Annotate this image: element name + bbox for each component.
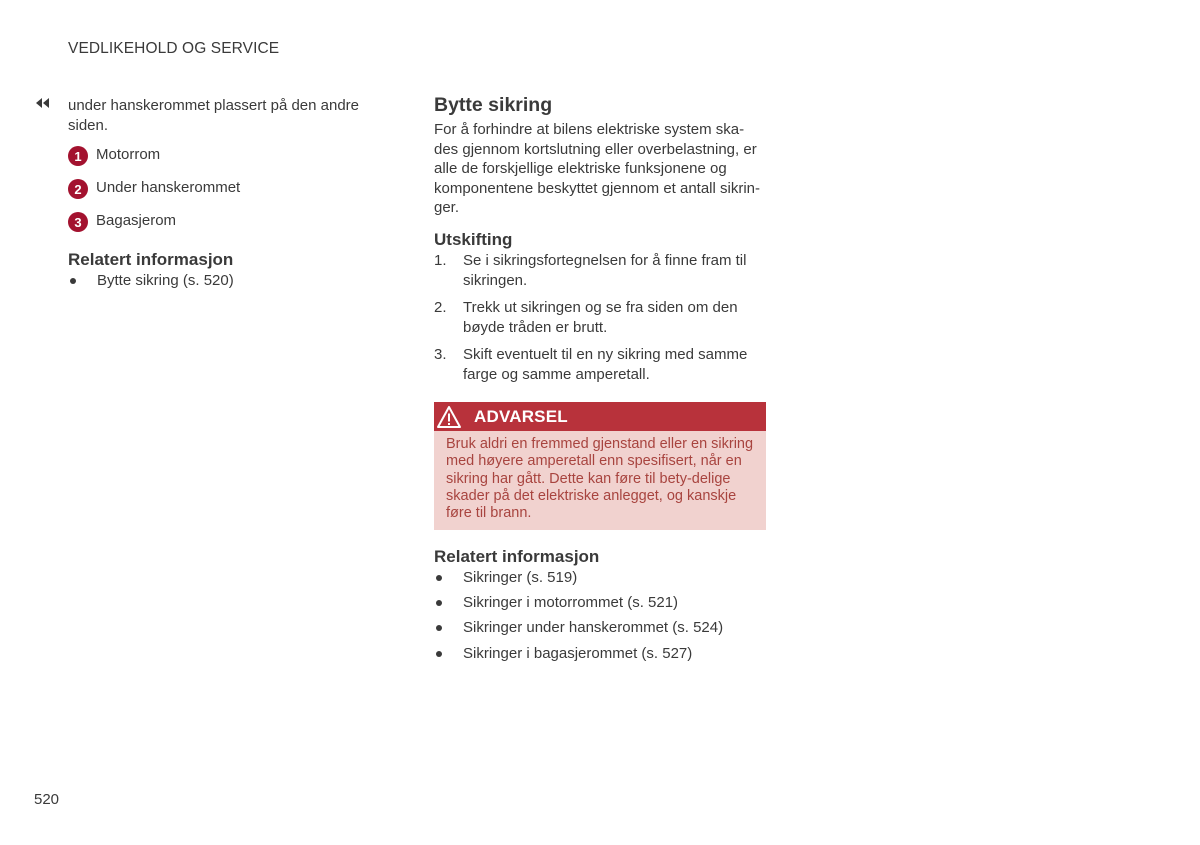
related-link[interactable] bbox=[434, 644, 692, 664]
bullet-icon bbox=[436, 600, 442, 606]
warning-text: Bruk aldri en fremmed gjenstand eller en sikring med høyere amperetall enn spesifisert, når en sikring har gått. Dette kan føre til bety-delige skader på det elektriske anlegget, og kanskje føre til brann. bbox=[446, 436, 754, 522]
bullet-icon bbox=[436, 625, 442, 631]
step-item bbox=[434, 345, 768, 384]
bullet-icon bbox=[436, 651, 442, 657]
step-text: Trekk ut sikringen og se fra siden om den bøyde tråden er brutt. bbox=[463, 299, 738, 336]
number-badge: 2 bbox=[68, 179, 88, 199]
step-number: 1. bbox=[434, 252, 447, 269]
bullet-icon bbox=[436, 575, 442, 581]
step-text: Se i sikringsfortegnelsen for å finne fram til sikringen. bbox=[463, 252, 747, 289]
bullet-icon bbox=[70, 278, 76, 284]
warning-box bbox=[434, 402, 766, 530]
step-item bbox=[434, 251, 768, 290]
number-badge: 3 bbox=[68, 212, 88, 232]
warning-header bbox=[434, 402, 766, 431]
step-text: Skift eventuelt til en ny sikring med samme farge og samme amperetall. bbox=[463, 346, 748, 383]
related-link-label[interactable]: Sikringer under hanskerommet (s. 524) bbox=[463, 619, 724, 636]
related-link[interactable] bbox=[68, 271, 234, 291]
numbered-item-label: Motorrom bbox=[96, 145, 161, 163]
related-link-label[interactable]: Sikringer (s. 519) bbox=[463, 569, 578, 586]
section-header: VEDLIKEHOLD OG SERVICE bbox=[68, 40, 280, 57]
related-link-label[interactable]: Sikringer i bagasjerommet (s. 527) bbox=[463, 645, 693, 662]
step-number: 2. bbox=[434, 299, 447, 316]
page-title: Bytte sikring bbox=[434, 94, 553, 116]
numbered-item-label: Under hanskerommet bbox=[96, 178, 241, 196]
related-link[interactable] bbox=[434, 568, 577, 588]
numbered-item-label: Bagasjerom bbox=[96, 211, 177, 229]
intro-paragraph: For å forhindre at bilens elektriske system ska-des gjennom kortslutning eller overbelastning, er alle de forskjellige elektriske funksjonene og komponentene beskyttet gjennom et antall sikrin-ger. bbox=[434, 121, 761, 216]
related-info-heading: Relatert informasjon bbox=[68, 250, 234, 269]
step-item bbox=[434, 298, 768, 337]
numbered-item bbox=[68, 143, 160, 165]
related-link-label[interactable]: Sikringer i motorrommet (s. 521) bbox=[463, 594, 679, 611]
warning-triangle-icon bbox=[436, 405, 462, 429]
warning-title: ADVARSEL bbox=[474, 406, 568, 426]
double-chevron-left-icon[interactable] bbox=[34, 97, 52, 109]
related-link-label[interactable]: Bytte sikring (s. 520) bbox=[97, 272, 234, 289]
step-number: 3. bbox=[434, 346, 447, 363]
related-link[interactable] bbox=[434, 593, 678, 613]
page-number: 520 bbox=[34, 791, 60, 808]
steps-heading: Utskifting bbox=[434, 230, 513, 249]
related-link[interactable] bbox=[434, 618, 723, 638]
related-info-heading: Relatert informasjon bbox=[434, 547, 600, 566]
number-badge: 1 bbox=[68, 146, 88, 166]
numbered-item bbox=[68, 209, 176, 231]
numbered-item bbox=[68, 176, 240, 198]
continued-text: under hanskerommet plassert på den andre siden. bbox=[68, 97, 360, 134]
